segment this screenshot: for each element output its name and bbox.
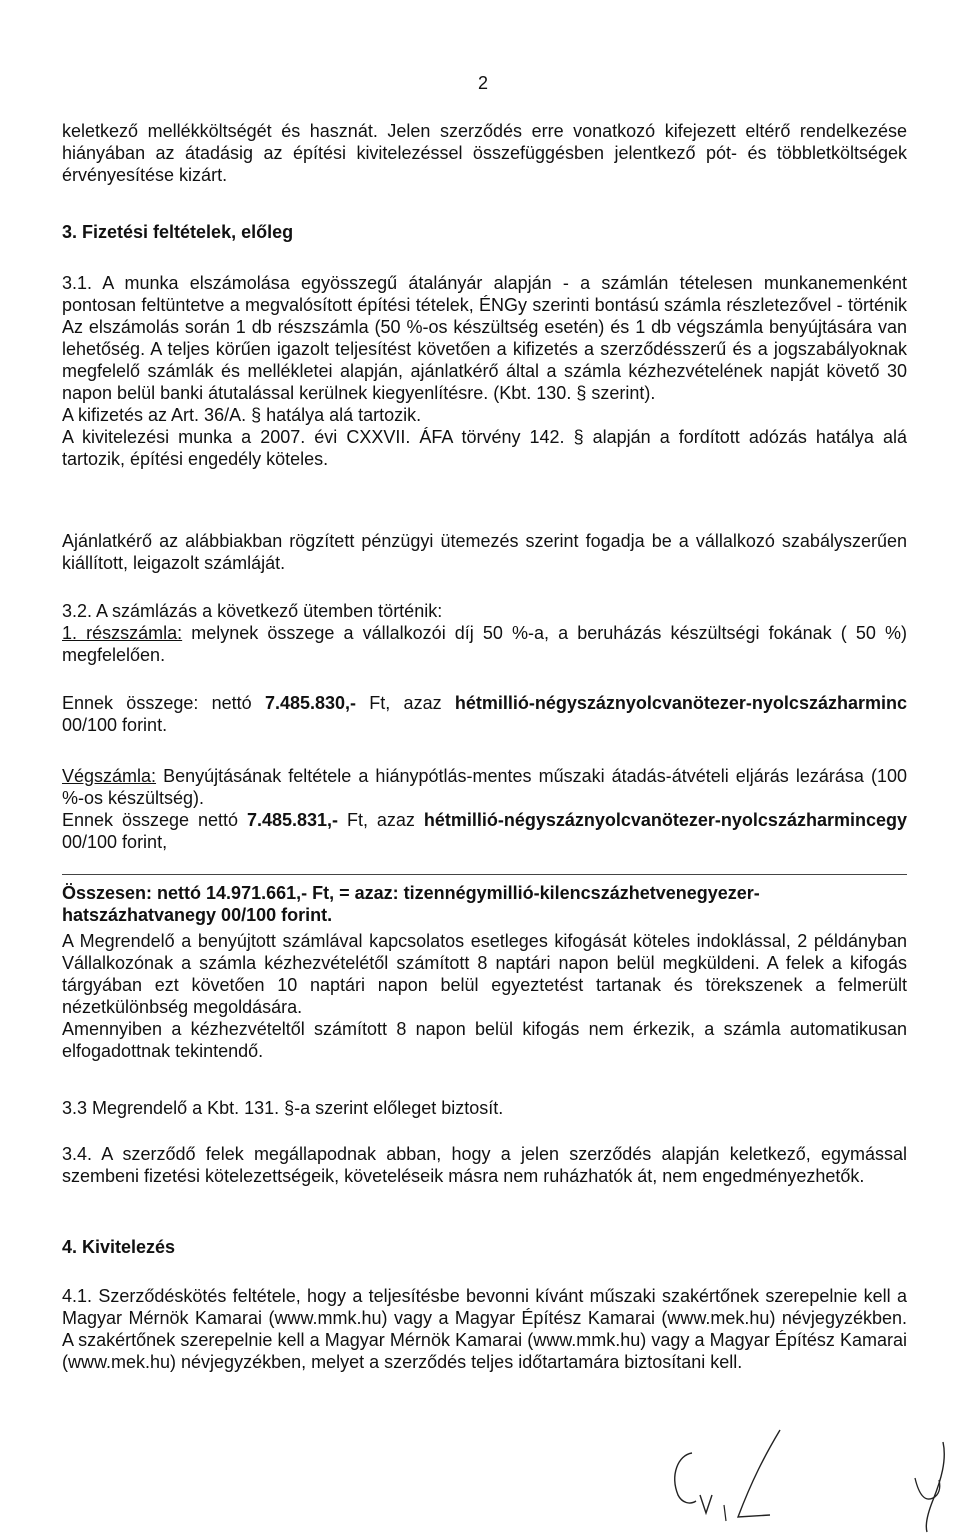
paragraph-3-4-text: 3.4. A szerződő felek megállapodnak abban, hogy a jelen szerződés alapján keletkező, egymással szembeni fizetési kötelezettségeik, követeléseik másra nem ruházhatók át, nem engedményezhetők. (62, 1144, 907, 1186)
paragraph-3-1 (62, 272, 907, 470)
ennek-1-suffix: 00/100 forint. (62, 715, 168, 735)
ennek-1-amount: 7.485.830,- (264, 693, 357, 713)
signature-initials-1 (660, 1425, 800, 1525)
paragraph-4-1 (62, 1285, 907, 1373)
paragraph-3-2-intro: 3.2. A számlázás a következő ütemben történik: (62, 601, 443, 621)
ennek-1-prefix: Ennek összege: nettó (62, 693, 265, 713)
paragraph-ennek-1 (62, 692, 907, 736)
ennek-1-line (62, 692, 907, 736)
paragraph-3-1-afa: A kivitelezési munka a 2007. évi CXXVII. ÁFA törvény 142. § alapján a fordított adózás hatálya alá tartozik, építési engedély köteles. (62, 427, 907, 469)
paragraph-4-1-text: 4.1. Szerződéskötés feltétele, hogy a teljesítésbe bevonni kívánt műszaki szakértőnek szerepelnie kell a Magyar Mérnök Kamarai (www.mmk.hu) vagy a Magyar Építész Kamarai (www.mek.hu) névjegyzékben. A szakértőnek szerepelnie kell a Magyar Mérnök Kamarai (www.mmk.hu) vagy a Magyar Építész Kamarai (www.mek.hu) névjegyzékben, melyet a szerződés teljes időtartamára biztosítani kell. (62, 1286, 907, 1372)
paragraph-kifogas (62, 930, 907, 1062)
osszesen-total: Összesen: nettó 14.971.661,- Ft, = azaz: tizennégymillió-kilencszázhetvenegyezer-hatszázhatvanegy 00/100 forint. (62, 883, 760, 925)
intro-text: keletkező mellékköltségét és hasznát. Jelen szerződés erre vonatkozó kifejezett eltérő rendelkezése hiányában az átadásig az építési kivitelezéssel összefüggésben jelentkező pót- és többletköltségek érvényesítése kizárt. (62, 121, 907, 185)
ennek-2-mid: Ft, azaz (338, 810, 424, 830)
page-number: 2 (478, 73, 489, 93)
ennek-2-amount: 7.485.831,- (246, 810, 339, 830)
ennek-1-words: hétmillió-négyszáznyolcvanötezer-nyolcszázharminc (454, 693, 907, 713)
paragraph-3-3 (62, 1097, 907, 1119)
section-4-heading: 4. Kivitelezés (62, 1237, 176, 1257)
paragraph-3-1-text: 3.1. A munka elszámolása egyösszegű átalányár alapján - a számlán tételesen munkanemenként pontosan feltüntetve a megvalósított építési tételek, ÉNGy szerinti bontású számla részletezővel - történik Az elszámolás során 1 db részszámla (50 %-os készültség esetén) és 1 db végszámla benyújtására van lehetőség. A teljes körűen igazolt teljesítést követően a kifizetés a szerződésszerű és a jogszabályoknak megfelelő számlák és mellékletei alapján, ajánlatkérő által a számla kézhezvételének napját követő 30 napon belül banki átutalással kerülnek kiegyenlítésre. (Kbt. 130. § szerint). (62, 273, 907, 403)
divider-line (62, 874, 907, 875)
vegszamla-label: Végszámla: (62, 766, 157, 786)
intro-paragraph (62, 120, 907, 186)
paragraph-vegszamla (62, 765, 907, 853)
paragraph-3-4 (62, 1143, 907, 1187)
ennek-1-mid: Ft, azaz (356, 693, 455, 713)
section-3-heading: 3. Fizetési feltételek, előleg (62, 222, 294, 242)
paragraph-amennyiben-text: Amennyiben a kézhezvételtől számított 8 napon belül kifogás nem érkezik, a számla automatikusan elfogadottnak tekintendő. (62, 1019, 907, 1061)
paragraph-ajanlatkero-text: Ajánlatkérő az alábbiakban rögzített pénzügyi ütemezés szerint fogadja be a vállalkozó szabályszerűen kiállított, leigazolt számláját. (62, 531, 907, 573)
vegszamla-text: Benyújtásának feltétele a hiánypótlás-mentes műszaki átadás-átvételi eljárás lezárása (100 %-os készültség). (62, 766, 907, 808)
paragraph-3-2 (62, 600, 907, 666)
ennek-2-suffix: 00/100 forint, (62, 832, 168, 852)
paragraph-3-2-item-1 (62, 622, 907, 666)
paragraph-ajanlatkero (62, 530, 907, 574)
paragraph-3-1-art: A kifizetés az Art. 36/A. § hatálya alá tartozik. (62, 405, 422, 425)
paragraph-kifogas-text: A Megrendelő a benyújtott számlával kapcsolatos esetleges kifogását köteles indoklással, 2 példányban Vállalkozónak a számla kézhezvételétől számított 8 naptári napon belül megküldeni. A felek a kifogás tárgyában ezt követően 10 naptári napon belül egyeztetést tartanak és törekszenek a felmerült nézetkülönbség megoldására. (62, 931, 907, 1017)
reszszamla-label: 1. részszámla: (62, 623, 183, 643)
signature-initials-2 (905, 1440, 960, 1535)
reszszamla-text: melynek összege a vállalkozói díj 50 %-a, a beruházás készültségi fokának ( 50 %) megfelelően. (62, 623, 907, 665)
ennek-2-line (62, 809, 907, 853)
ennek-2-words: hétmillió-négyszáznyolcvanötezer-nyolcszázharmincegy (423, 810, 907, 830)
paragraph-3-3-text: 3.3 Megrendelő a Kbt. 131. §-a szerint előleget biztosít. (62, 1098, 504, 1118)
vegszamla-line (62, 765, 907, 809)
ennek-2-prefix: Ennek összege nettó (62, 810, 247, 830)
